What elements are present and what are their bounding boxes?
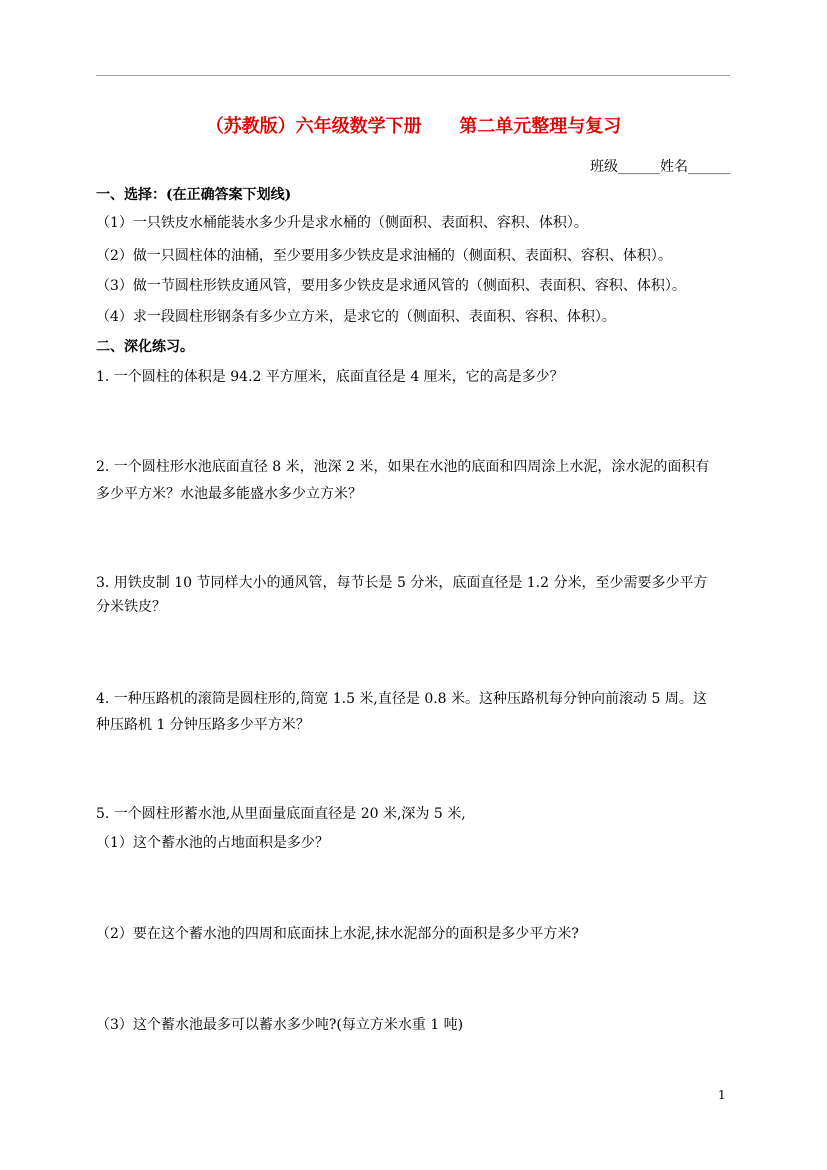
question-4-line-1: 4. 一种压路机的滚筒是圆柱形的,筒宽 1.5 米,直径是 0.8 米。这种压路机每分钟向前滚动 5 周。这 xyxy=(96,691,707,707)
question-5-sub-3: （3）这个蓄水池最多可以蓄水多少吨?(每立方米水重 1 吨) xyxy=(96,1017,464,1033)
class-name-line: 班级______姓名______ xyxy=(590,159,730,175)
question-2-line-2: 多少平方米？水池最多能盛水多少立方米？ xyxy=(96,486,362,502)
question-2-line-1: 2. 一个圆柱形水池底面直径 8 米，池深 2 米，如果在水池的底面和四周涂上水泥，涂水泥的面积有 xyxy=(96,459,710,475)
choice-item-2: （2）做一只圆柱体的油桶，至少要用多少铁皮是求油桶的（侧面积、表面积、容积、体积）。 xyxy=(96,248,672,264)
page-number: 1 xyxy=(718,1088,726,1102)
section1-heading: 一、选择：(在正确答案下划线) xyxy=(96,187,292,203)
question-5-sub-1: （1）这个蓄水池的占地面积是多少？ xyxy=(96,835,329,851)
question-4-line-2: 种压路机 1 分钟压路多少平方米？ xyxy=(96,717,310,733)
question-3-line-2: 分米铁皮？ xyxy=(96,599,166,615)
question-5: 5. 一个圆柱形蓄水池,从里面量底面直径是 20 米,深为 5 米, xyxy=(96,806,466,822)
question-1: 1. 一个圆柱的体积是 94.2 平方厘米，底面直径是 4 厘米，它的高是多少？ xyxy=(96,369,564,385)
question-3-line-1: 3. 用铁皮制 10 节同样大小的通风管，每节长是 5 分米，底面直径是 1.2 分米，至少需要多少平方 xyxy=(96,575,708,591)
question-5-sub-2: （2）要在这个蓄水池的四周和底面抹上水泥,抹水泥部分的面积是多少平方米? xyxy=(96,926,579,942)
page-title: （苏教版）六年级数学下册 第二单元整理与复习 xyxy=(205,116,622,137)
section2-heading: 二、深化练习。 xyxy=(96,339,194,355)
choice-item-3: （3）做一节圆柱形铁皮通风管，要用多少铁皮是求通风管的（侧面积、表面积、容积、体积）。 xyxy=(96,278,686,294)
choice-item-1: （1）一只铁皮水桶能装水多少升是求水桶的（侧面积、表面积、容积、体积）。 xyxy=(96,215,588,231)
choice-item-4: （4）求一段圆柱形钢条有多少立方米，是求它的（侧面积、表面积、容积、体积）。 xyxy=(96,309,616,325)
header-rule xyxy=(96,75,730,76)
